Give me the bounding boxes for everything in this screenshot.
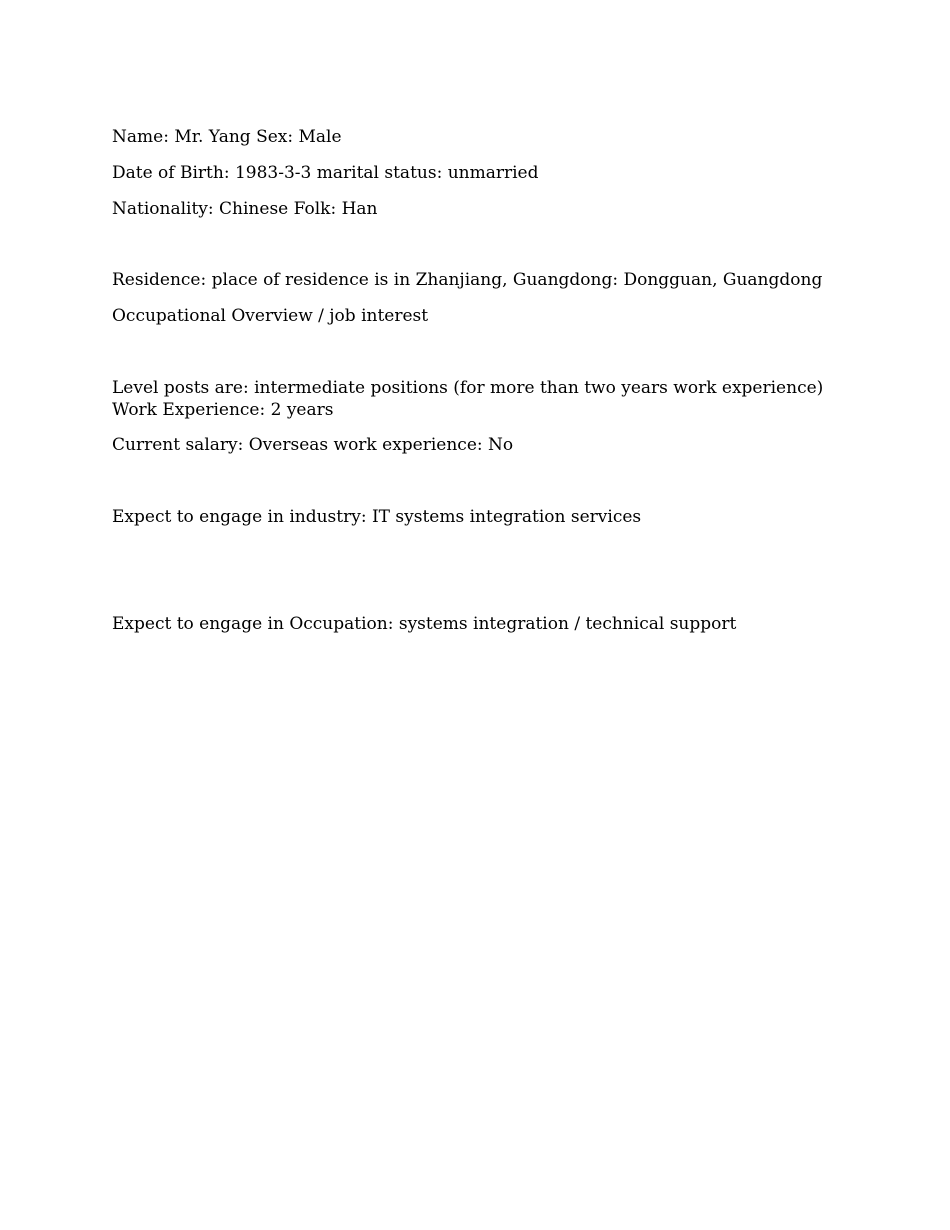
residence-line: Residence: place of residence is in Zhanjiang, Guangdong: Dongguan, Guangdong <box>112 270 823 290</box>
level-experience-line: Level posts are: intermediate positions (for more than two years work experience) Work Experience: 2 years <box>112 378 824 420</box>
expected-occupation-line: Expect to engage in Occupation: systems integration / technical support <box>112 614 737 634</box>
name-sex-line: Name: Mr. Yang Sex: Male <box>112 127 342 147</box>
birth-marital-line: Date of Birth: 1983-3-3 marital status: unmarried <box>112 163 539 183</box>
nationality-folk-line: Nationality: Chinese Folk: Han <box>112 199 378 219</box>
occupational-overview-heading: Occupational Overview / job interest <box>112 306 429 326</box>
expected-industry-line: Expect to engage in industry: IT systems integration services <box>112 507 642 527</box>
salary-overseas-line: Current salary: Overseas work experience: No <box>112 435 514 455</box>
